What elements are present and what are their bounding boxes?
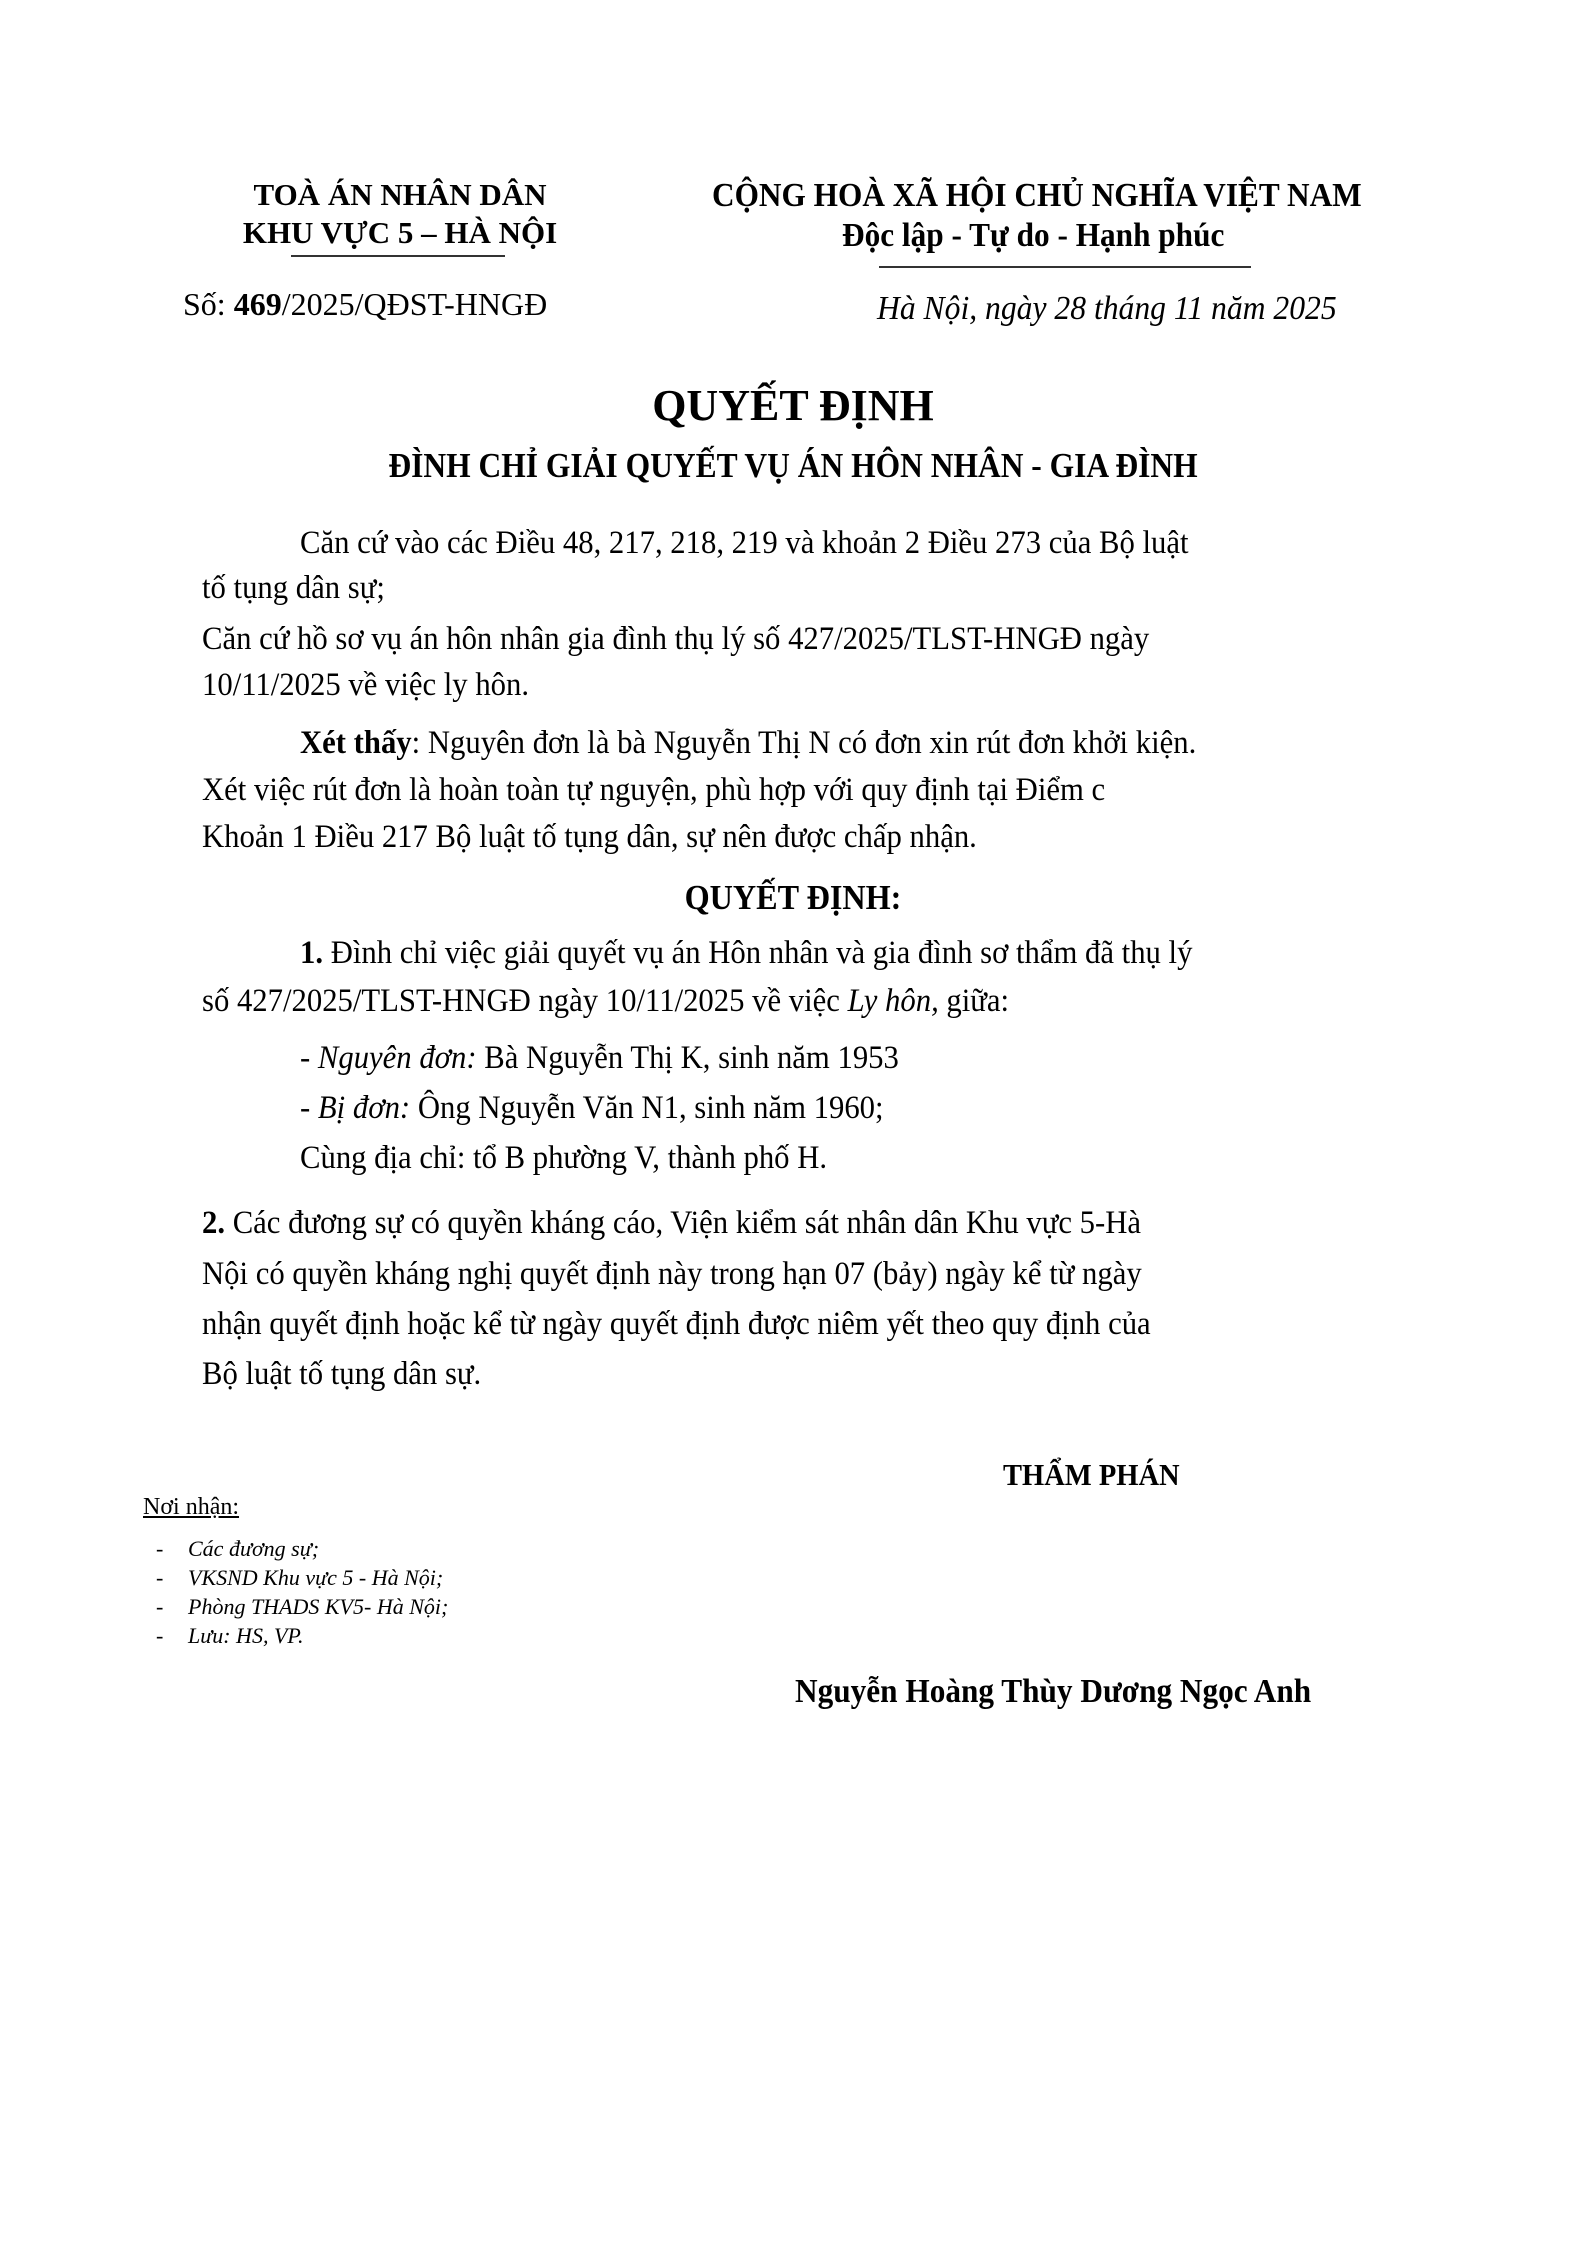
defendant-line <box>300 1083 884 1134</box>
motto-underline <box>879 266 1251 268</box>
decision-item-1-number: 1. <box>300 935 324 971</box>
decision-item-1-text-b: giữa: <box>938 983 1010 1019</box>
basis-paragraph-1-line-1: Căn cứ vào các Điều 48, 217, 218, 219 và khoản 2 Điều 273 của Bộ luật <box>300 525 1189 561</box>
signer-name: Nguyễn Hoàng Thùy Dương Ngọc Anh <box>795 1673 1312 1710</box>
plaintiff-dash: - <box>300 1040 318 1076</box>
decision-item-2-line-4: Bộ luật tố tụng dân sự. <box>202 1356 482 1392</box>
national-motto: Độc lập - Tự do - Hạnh phúc <box>842 217 1225 254</box>
consideration-text: : Nguyên đơn là bà Nguyễn Thị N có đơn xin rút đơn khởi kiện. <box>411 725 1197 761</box>
decision-number <box>183 286 547 323</box>
decision-item-1-line-1 <box>300 928 1192 979</box>
shared-address: Cùng địa chỉ: tổ B phường V, thành phố H. <box>300 1140 828 1176</box>
plaintiff-label: Nguyên đơn: <box>317 1040 477 1076</box>
signature-title: THẨM PHÁN <box>1003 1457 1180 1492</box>
decision-number-bold: 469 <box>233 286 282 322</box>
decision-item-2-line-2: Nội có quyền kháng nghị quyết định này trong hạn 07 (bảy) ngày kể từ ngày <box>202 1256 1142 1292</box>
consideration-line-3: Khoản 1 Điều 217 Bộ luật tố tụng dân, sự nên được chấp nhận. <box>202 819 977 855</box>
court-name-line2: KHU VỰC 5 – HÀ NỘI <box>242 215 558 250</box>
recipient-item: - Lưu: HS, VP. <box>156 1623 304 1648</box>
decision-number-suffix: /2025/QĐST-HNGĐ <box>281 286 548 322</box>
defendant-label: Bị đơn: <box>317 1090 411 1126</box>
basis-paragraph-2-line-2: 10/11/2025 về việc ly hôn. <box>202 667 530 703</box>
document-title: QUYẾT ĐỊNH <box>652 381 934 430</box>
consideration-line-1 <box>300 718 1196 769</box>
court-name-line1: TOÀ ÁN NHÂN DÂN <box>253 177 547 212</box>
recipients-label: Nơi nhận: <box>143 1494 240 1520</box>
decision-item-2-text: Các đương sự có quyền kháng cáo, Viện kiểm sát nhân dân Khu vực 5-Hà <box>225 1205 1142 1241</box>
plaintiff-line <box>300 1033 899 1084</box>
document-subtitle: ĐÌNH CHỈ GIẢI QUYẾT VỤ ÁN HÔN NHÂN - GIA ĐÌNH <box>388 446 1198 485</box>
decision-item-1-case-type: Ly hôn, <box>847 983 939 1019</box>
defendant-dash: - <box>300 1090 318 1126</box>
decision-item-2-line-3: nhận quyết định hoặc kể từ ngày quyết định được niêm yết theo quy định của <box>202 1306 1151 1342</box>
recipients-list <box>156 1534 448 1650</box>
basis-paragraph-2-line-1: Căn cứ hồ sơ vụ án hôn nhân gia đình thụ lý số 427/2025/TLST-HNGĐ ngày <box>202 621 1150 657</box>
decision-item-1-text: Đình chỉ việc giải quyết vụ án Hôn nhân và gia đình sơ thẩm đã thụ lý <box>323 935 1193 971</box>
defendant-value: Ông Nguyễn Văn N1, sinh năm 1960; <box>410 1090 884 1126</box>
nation-title: CỘNG HOÀ XÃ HỘI CHỦ NGHĨA VIỆT NAM <box>712 177 1362 214</box>
court-name-underline <box>291 255 505 257</box>
place-date: Hà Nội, ngày 28 tháng 11 năm 2025 <box>877 290 1337 327</box>
decision-item-1-line-2 <box>202 976 1009 1027</box>
recipient-item: - Các đương sự; <box>156 1536 320 1561</box>
consideration-line-2: Xét việc rút đơn là hoàn toàn tự nguyện, phù hợp với quy định tại Điểm c <box>202 772 1106 808</box>
decision-item-1-text-a: số 427/2025/TLST-HNGĐ ngày 10/11/2025 về việc <box>202 983 848 1019</box>
decision-number-prefix: Số: <box>183 286 234 322</box>
recipient-item: - Phòng THADS KV5- Hà Nội; <box>156 1594 449 1619</box>
plaintiff-value: Bà Nguyễn Thị K, sinh năm 1953 <box>476 1040 899 1076</box>
decision-heading: QUYẾT ĐỊNH: <box>684 878 902 917</box>
decision-item-2-number: 2. <box>202 1205 226 1241</box>
consideration-label: Xét thấy <box>300 725 412 761</box>
decision-item-2-line-1 <box>202 1198 1141 1249</box>
recipient-item: - VKSND Khu vực 5 - Hà Nội; <box>156 1565 444 1590</box>
basis-paragraph-1-line-2: tố tụng dân sự; <box>202 570 385 606</box>
